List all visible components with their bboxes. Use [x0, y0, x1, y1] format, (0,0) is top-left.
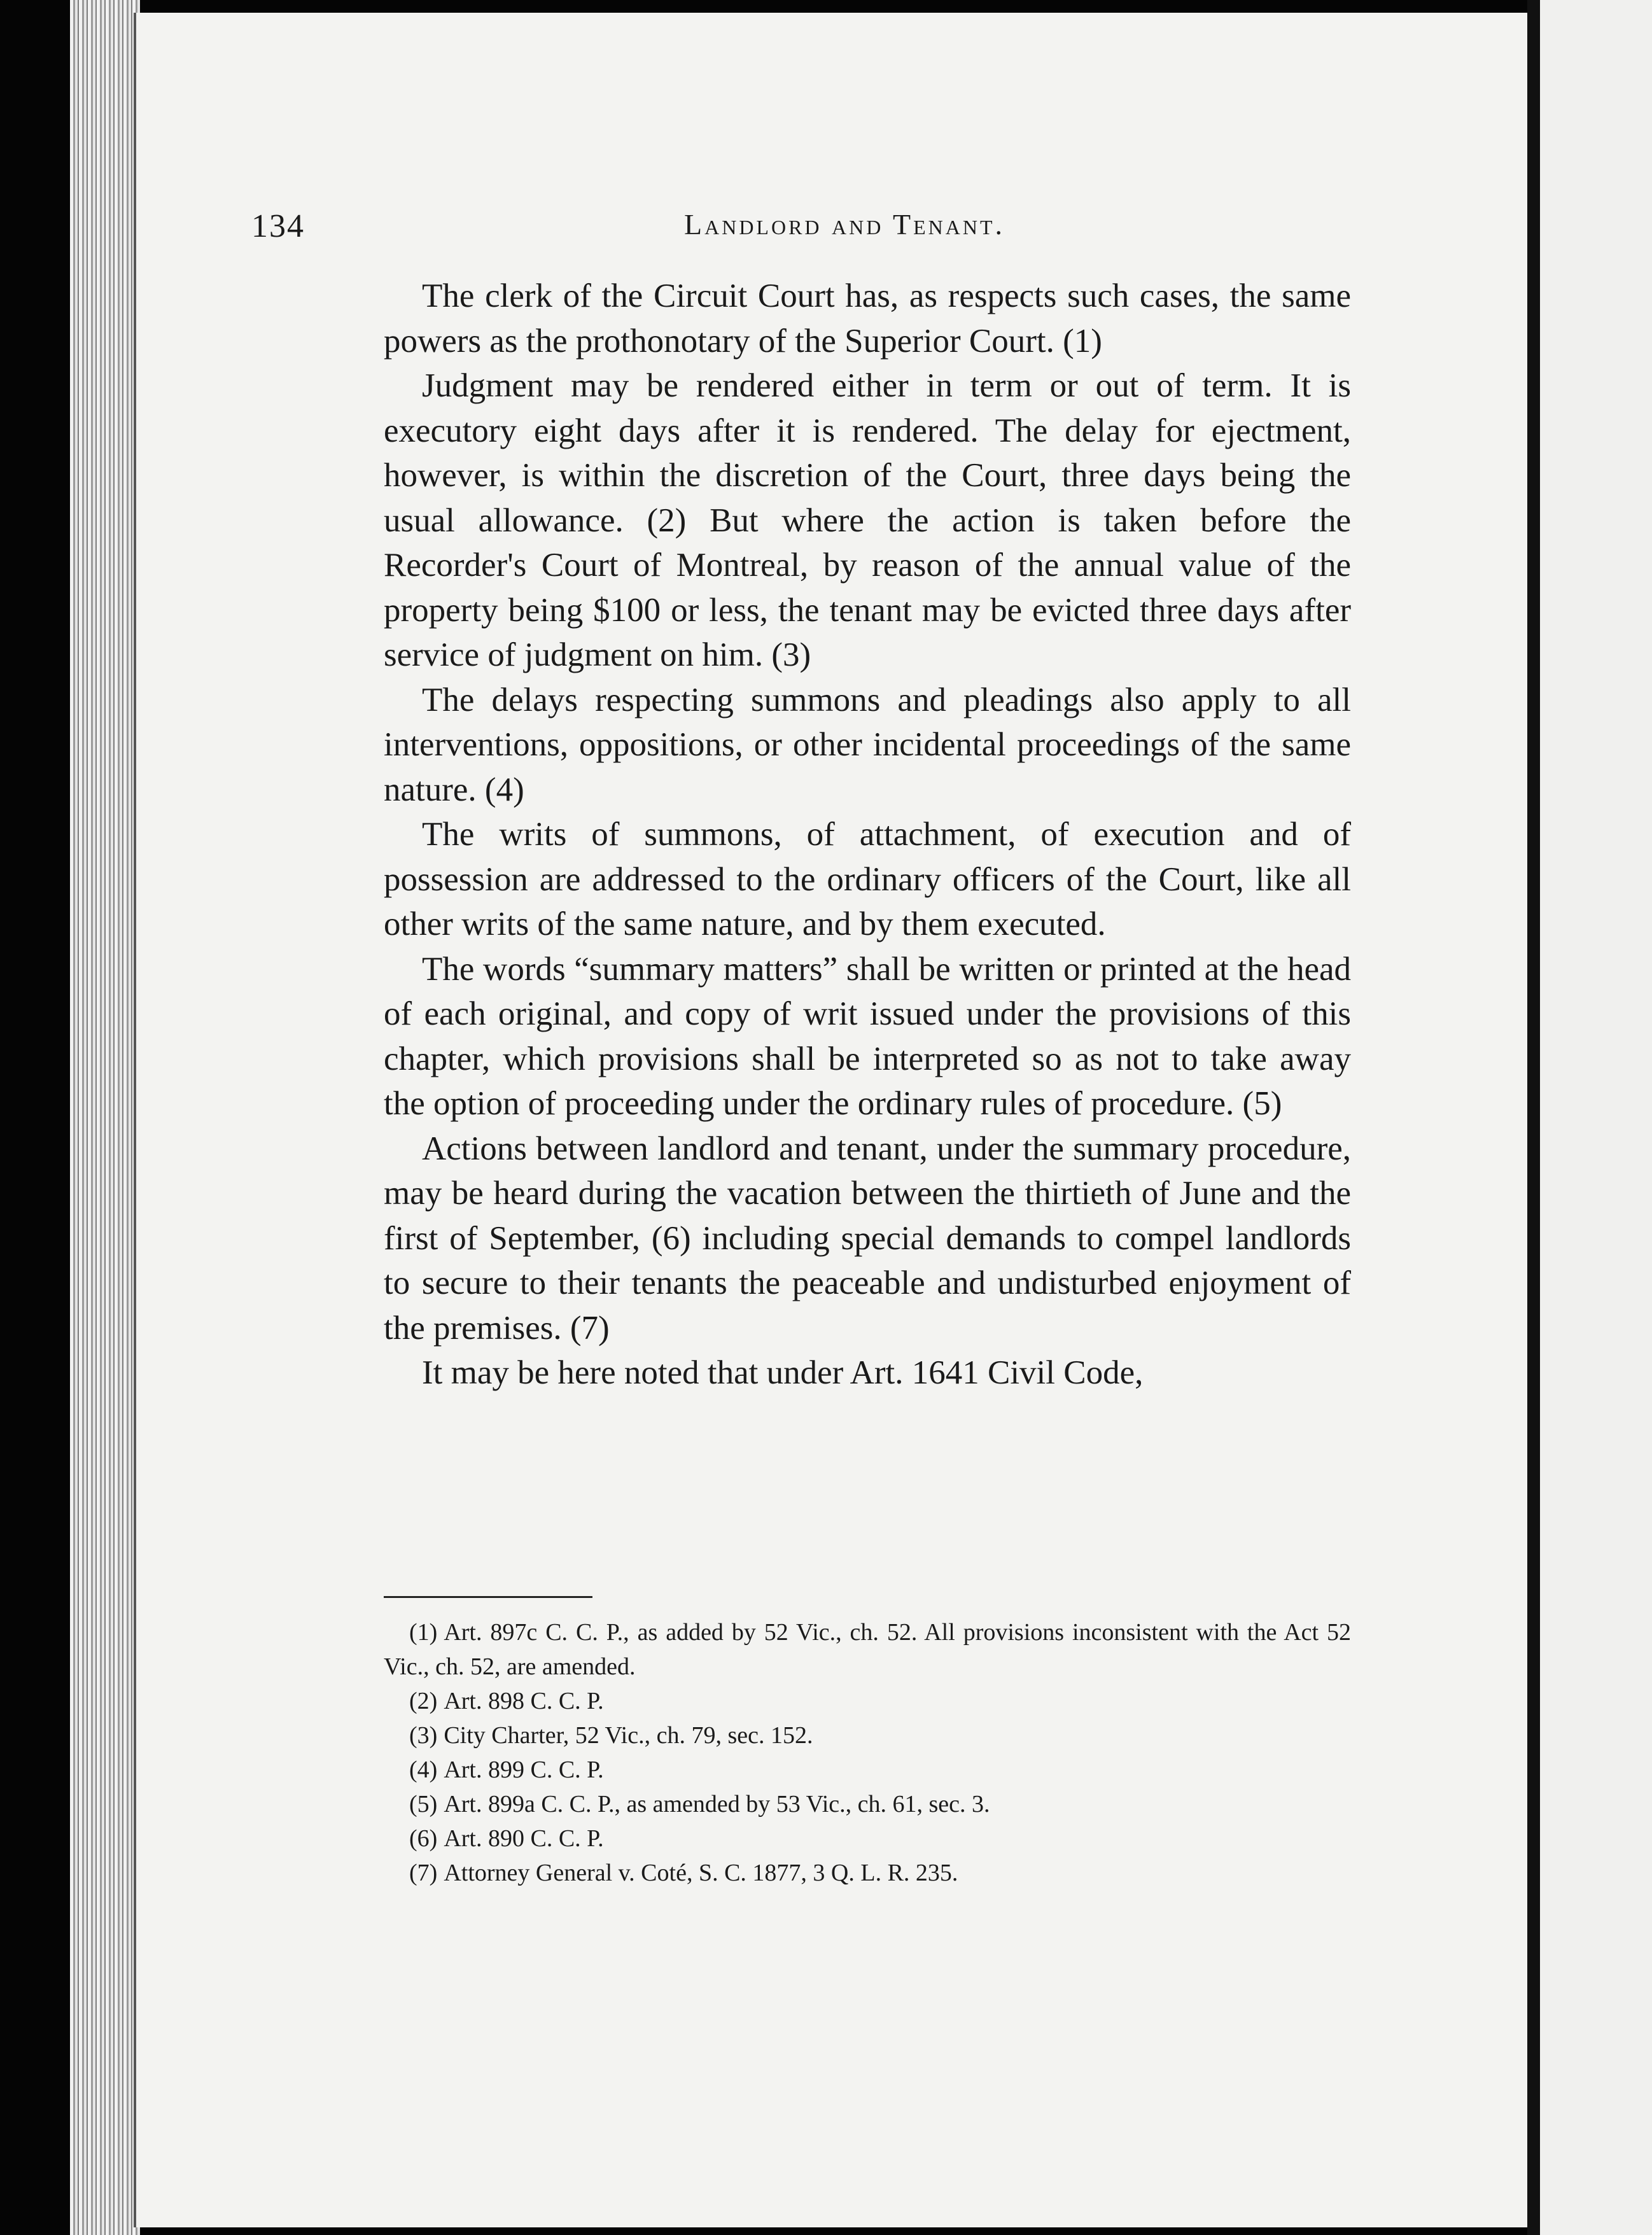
- footnote: [384, 1753, 1351, 1787]
- book-page-edges: [70, 0, 140, 2235]
- paragraph: The words “summary matters” shall be written or printed at the head of each original, and copy of writ issued under the provisions of this chapter, which provisions shall be interpreted so as not to take away the option of proceeding under the ordinary rules of procedure. (5): [384, 950, 1351, 1122]
- paragraph: The writs of summons, of attachment, of execution and of possession are addressed to the ordinary officers of the Court, like all other writs of the same nature, and by them executed.: [384, 816, 1351, 942]
- footnote-number: (5): [409, 1791, 438, 1818]
- footnote: [384, 1787, 1351, 1821]
- footnotes: [384, 1615, 1351, 1890]
- footnote: [384, 1821, 1351, 1856]
- footnote: [384, 1684, 1351, 1718]
- running-title: Landlord and Tenant.: [684, 208, 1005, 241]
- footnote-text: Attorney General v. Coté, S. C. 1877, 3 Q. L. R. 235.: [444, 1860, 958, 1886]
- paragraph: It may be here noted that under Art. 1641 Civil Code,: [422, 1354, 1144, 1391]
- paragraph: Judgment may be rendered either in term or out of term. It is executory eight days after it is rendered. The delay for ejectment, however, is within the discretion of the Court, three days being the usual allowance. (2) But where the action is taken before the Recorder's Court of Montreal, by reason of the annual value of the property being $100 or less, the tenant may be evicted three days after service of judgment on him. (3): [384, 367, 1351, 673]
- facing-page-edge: [1527, 0, 1652, 2235]
- footnote-number: (1): [409, 1619, 438, 1646]
- footnote-text: Art. 899 C. C. P.: [444, 1756, 604, 1783]
- footnote-number: (6): [409, 1825, 438, 1852]
- footnote-number: (3): [409, 1722, 438, 1749]
- page-number: 134: [251, 208, 305, 244]
- footnote-text: Art. 897c C. C. P., as added by 52 Vic., ch. 52. All provisions inconsistent with the Act 52 Vic., ch. 52, are amended.: [384, 1619, 1351, 1680]
- footnote-text: Art. 898 C. C. P.: [444, 1688, 604, 1714]
- paragraph: The clerk of the Circuit Court has, as respects such cases, the same powers as the prothonotary of the Superior Court. (1): [384, 277, 1351, 360]
- paragraph: Actions between landlord and tenant, under the summary procedure, may be heard during the vacation between the thirtieth of June and the first of September, (6) including special demands to compel landlords to secure to their tenants the peaceable and undisturbed enjoyment of the premises. (7): [384, 1130, 1351, 1347]
- footnote-rule: [384, 1596, 592, 1598]
- footnote-number: (2): [409, 1688, 438, 1714]
- footnote-text: Art. 899a C. C. P., as amended by 53 Vic., ch. 61, sec. 3.: [444, 1791, 990, 1818]
- page-header: [251, 207, 1352, 252]
- footnote: [384, 1615, 1351, 1684]
- book-gutter: [1527, 0, 1540, 2235]
- footnote: [384, 1856, 1351, 1890]
- footnote: [384, 1718, 1351, 1753]
- paragraph: The delays respecting summons and pleadings also apply to all interventions, oppositions, or other incidental proceedings of the same nature. (4): [384, 681, 1351, 808]
- footnote-number: (7): [409, 1860, 438, 1886]
- body-text: [384, 274, 1351, 1396]
- footnote-text: Art. 890 C. C. P.: [444, 1825, 604, 1852]
- footnote-text: City Charter, 52 Vic., ch. 79, sec. 152.: [444, 1722, 813, 1749]
- footnote-number: (4): [409, 1756, 438, 1783]
